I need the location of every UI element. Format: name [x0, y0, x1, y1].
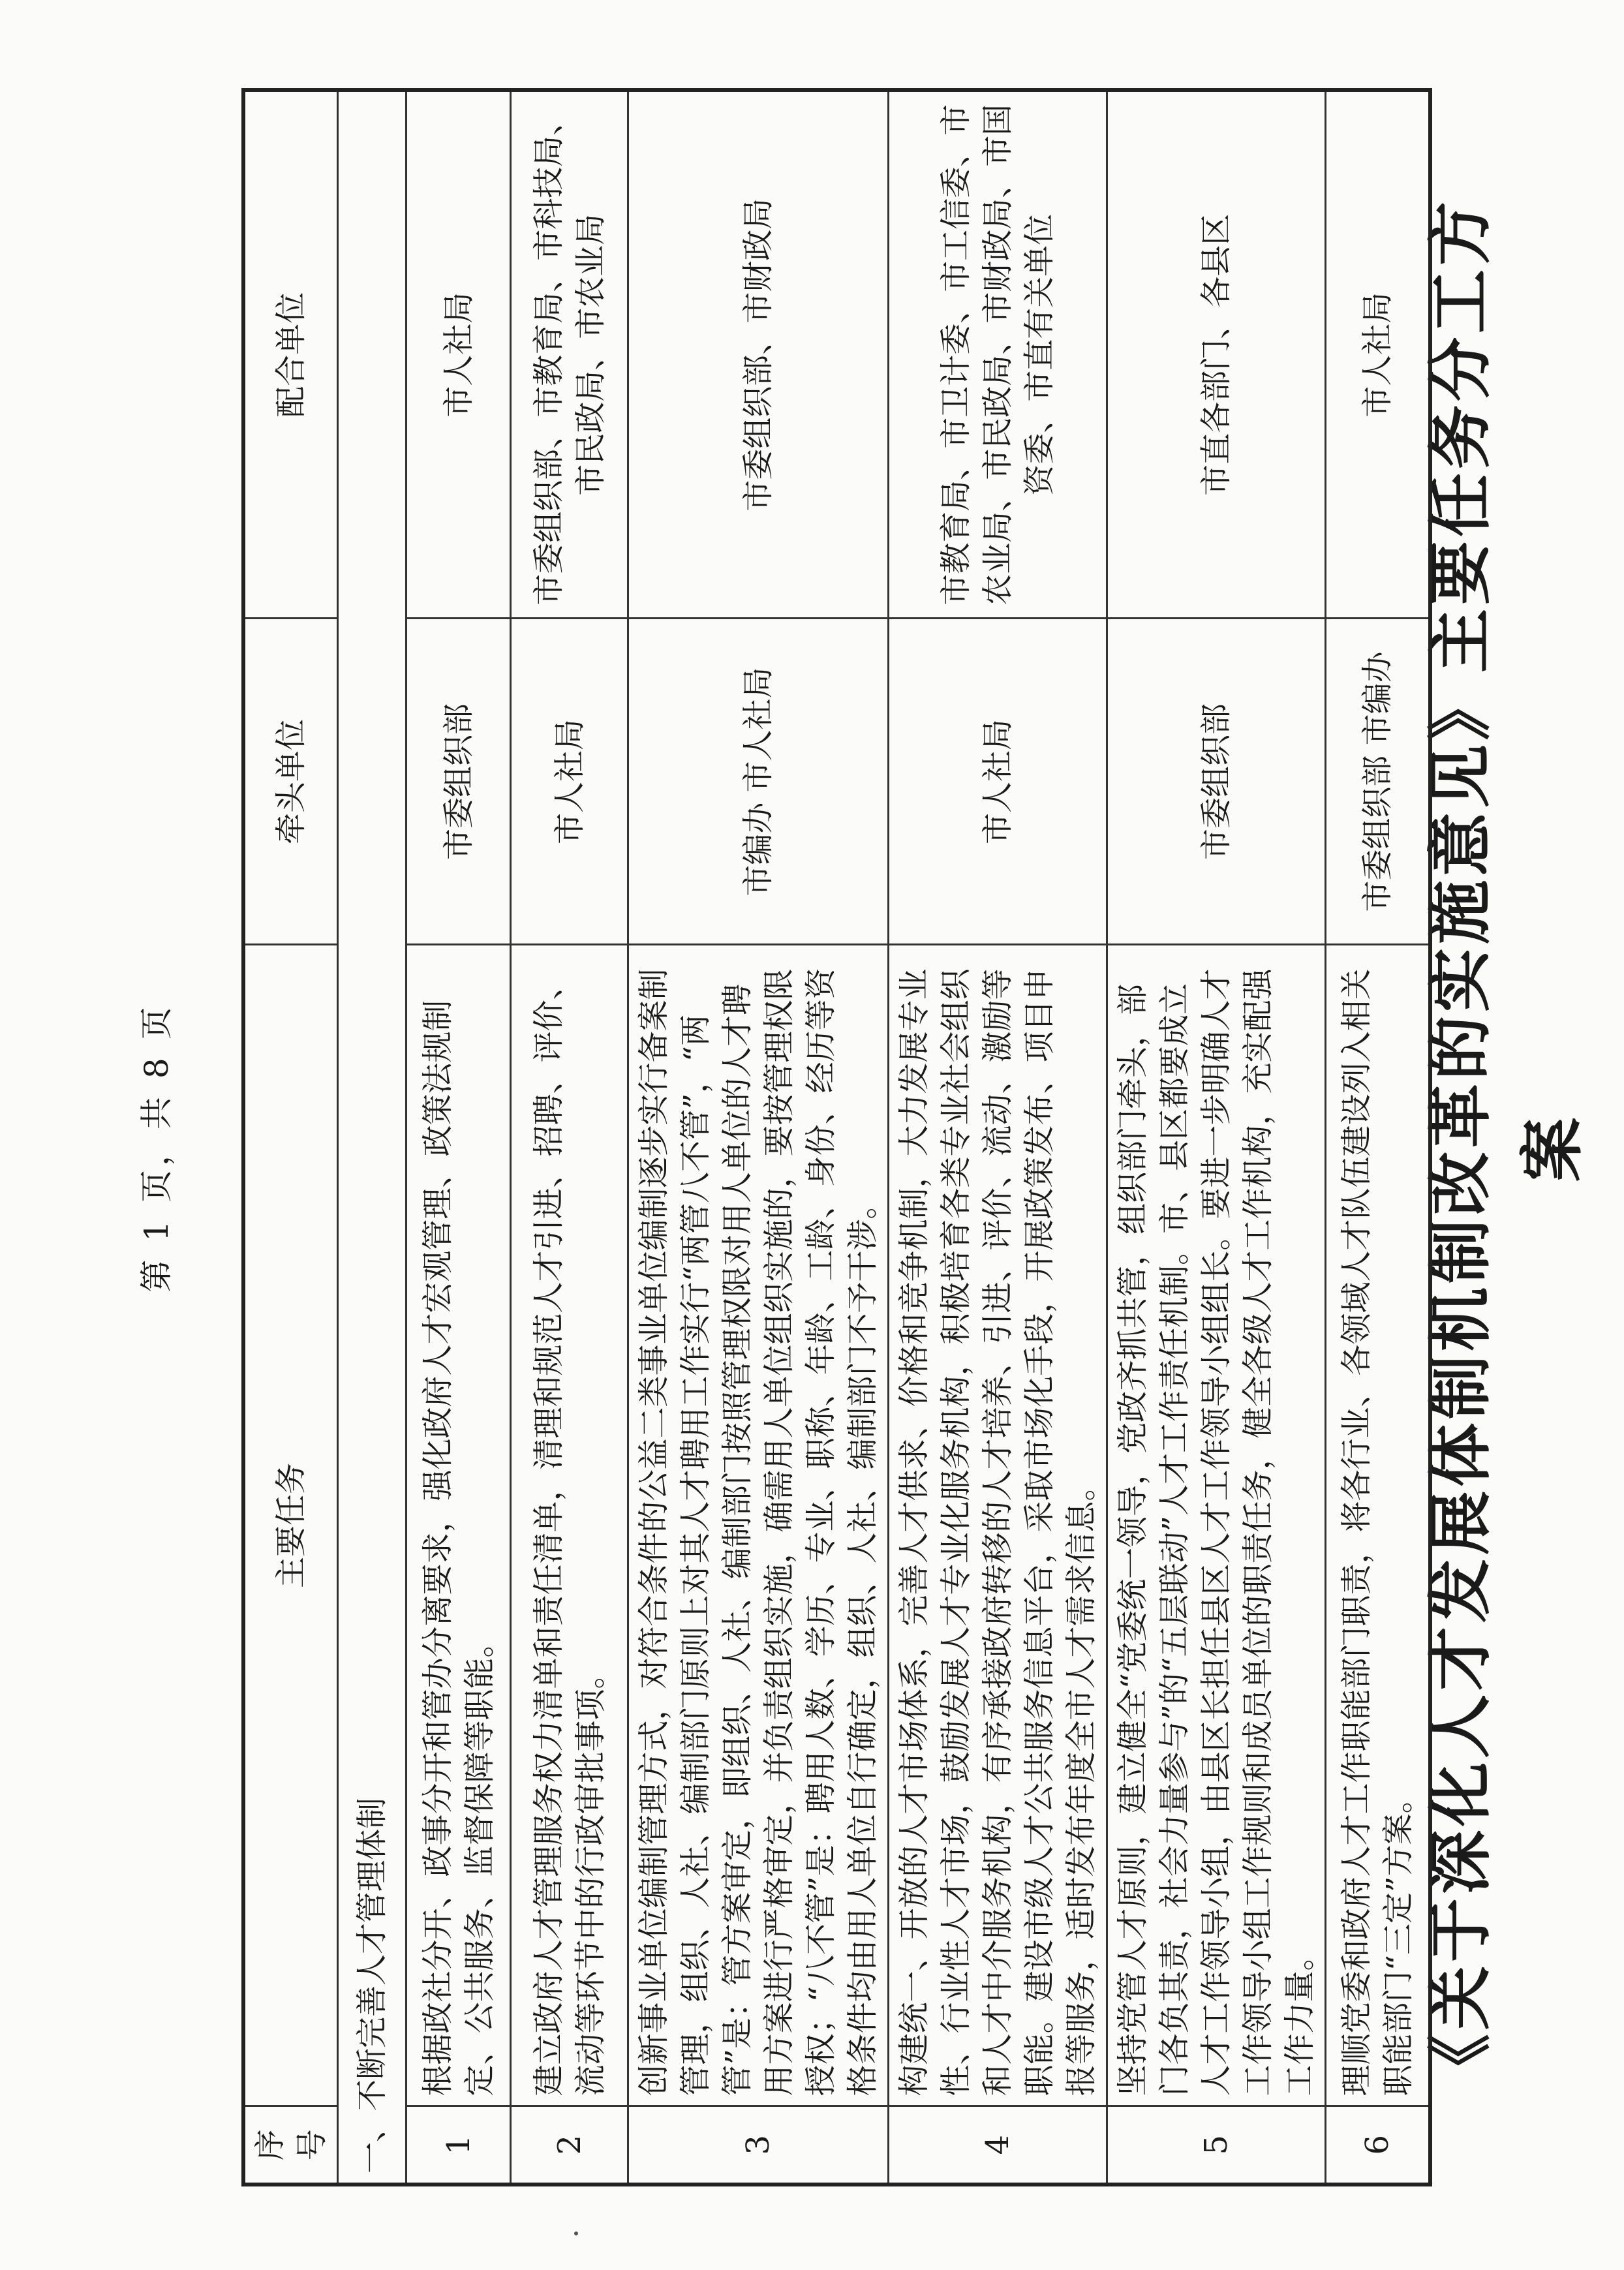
row-no: 1 [406, 2106, 511, 2185]
page-title: 《关于深化人才发展体制机制改革的实施意见》主要任务分工方案 [1424, 198, 1590, 2098]
table-row [1326, 90, 1430, 2185]
row-lead: 市编办 市人社局 [628, 619, 889, 945]
table-row [406, 90, 511, 2185]
table-header-row [243, 90, 338, 2185]
header-no: 序号 [243, 2106, 338, 2185]
row-task: 构建统一、开放的人才市场体系，完善人才供求、价格和竞争机制，大力发展专业性、行业性人才市场，鼓励发展人才专业化服务机构，积极培育各类专业社会组织和人才中介服务机构，有序承接政府转移的人才培养、引进、评价、流动、激励等职能。建设市级人才公共服务信息平台，采取市场化手段，开展政策发布、项目申报等服务，适时发布年度全市人才需求信息。 [889, 945, 1107, 2106]
row-no: 6 [1326, 2106, 1430, 2185]
header-coop: 配合单位 [243, 90, 338, 619]
row-no: 5 [1107, 2106, 1326, 2185]
header-task: 主要任务 [243, 945, 338, 2106]
scan-speck [574, 2232, 578, 2235]
task-table [241, 88, 1432, 2186]
row-lead: 市委组织部 [1107, 619, 1326, 945]
row-task: 创新事业单位编制管理方式，对符合条件的公益二类事业单位编制逐步实行备案制管理，组织、人社、编制部门原则上对其人才聘用工作实行“两管八不管”，“两管”是：管方案审定，即组织、人社、编制部门按照管理权限对用人单位的人才聘用方案进行严格审定，并负责组织实施，确需用人单位组织实施的，要按管理权限授权；“八不管”是：聘用人数、学历、专业、职称、年龄、工龄、身份、经历等资格条件均由用人单位自行确定，组织、人社、编制部门不予干涉。 [628, 945, 889, 2106]
row-no: 3 [628, 2106, 889, 2185]
table-row [628, 90, 889, 2185]
table-row [889, 90, 1107, 2185]
table-row [1107, 90, 1326, 2185]
row-coop: 市委组织部、市财政局 [628, 90, 889, 619]
row-task: 理顺党委和政府人才工作职能部门职责，将各行业、各领域人才队伍建设列入相关职能部门“三定”方案。 [1326, 945, 1430, 2106]
row-no: 2 [511, 2106, 628, 2185]
section-row [338, 90, 406, 2185]
row-lead: 市委组织部 市编办 [1326, 619, 1430, 945]
row-coop: 市人社局 [406, 90, 511, 619]
row-task: 建立政府人才管理服务权力清单和责任清单，清理和规范人才引进、招聘、评价、流动等环节中的行政审批事项。 [511, 945, 628, 2106]
row-coop: 市人社局 [1326, 90, 1430, 619]
row-coop: 市直各部门、各县区 [1107, 90, 1326, 619]
row-task: 坚持党管人才原则，建立健全“党委统一领导，党政齐抓共管，组织部门牵头，部门各负其责，社会力量参与”的“五层联动”人才工作责任机制。市、县区都要成立人才工作领导小组，由县区长担任县区人才工作领导小组组长。要进一步明确人才工作领导小组工作规则和成员单位的职责任务，健全各级人才工作机构，充实配强工作力量。 [1107, 945, 1326, 2106]
row-task: 根据政社分开、政事分开和管办分离要求，强化政府人才宏观管理、政策法规制定、公共服务、监督保障等职能。 [406, 945, 511, 2106]
row-lead: 市人社局 [889, 619, 1107, 945]
row-lead: 市人社局 [511, 619, 628, 945]
header-lead: 牵头单位 [243, 619, 338, 945]
row-coop: 市委组织部、市教育局、市科技局、市民政局、市农业局 [511, 90, 628, 619]
row-lead: 市委组织部 [406, 619, 511, 945]
page-number: 第 1 页，共 8 页 [138, 1003, 176, 1293]
row-no: 4 [889, 2106, 1107, 2185]
row-coop: 市教育局、市卫计委、市工信委、市农业局、市民政局、市财政局、市国资委、市直有关单位 [889, 90, 1107, 619]
table-row [511, 90, 628, 2185]
section-title: 一、不断完善人才管理体制 [338, 90, 406, 2185]
